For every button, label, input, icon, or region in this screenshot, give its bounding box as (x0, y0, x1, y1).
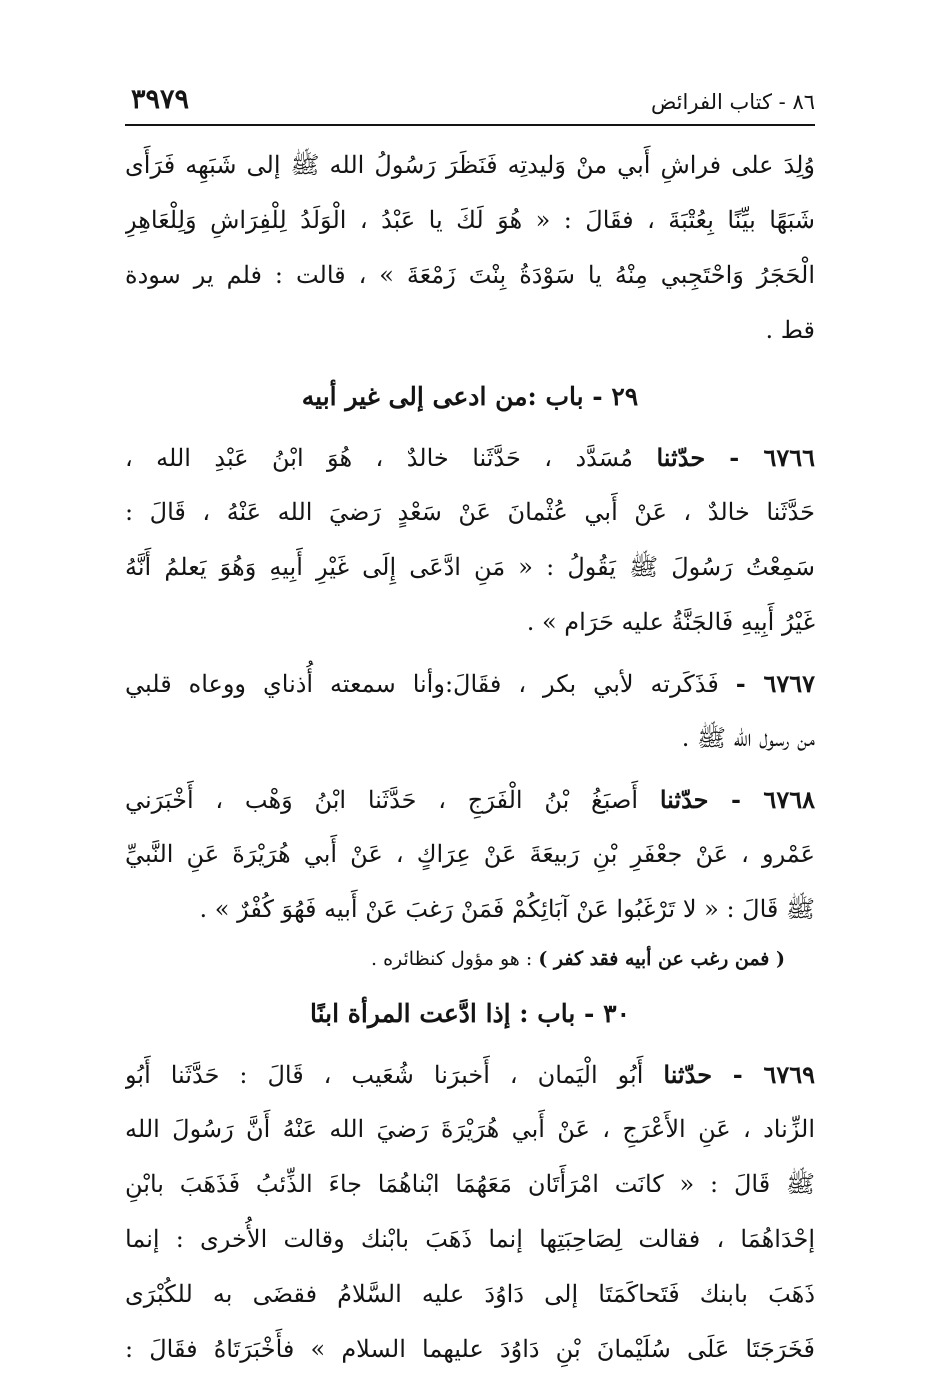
text-line (125, 430, 815, 485)
text-line (125, 772, 815, 827)
text-line: إحْدَاهُمَا ، فقالت لِصَاحِبَتِها إنما ذَهَبَ بابْنك وقالت الأُخرى : إنما (125, 1225, 815, 1253)
hadith-6769 (125, 1047, 815, 1377)
header-rule (125, 124, 815, 126)
note-text: : هو مؤول كنظائره . (370, 948, 539, 970)
text-line: حَدَّثَنا خالدٌ ، عَنْ أَبي عُثْمانَ عَنْ سَعْدٍ رَضيَ الله عَنْهُ ، قَالَ : (125, 498, 815, 526)
hadith-number: ٦٧٦٩ - حدّثنا (663, 1060, 815, 1089)
book-page (125, 78, 815, 1363)
text-line: الْحَجَرُ وَاحْتَجِبي مِنْهُ يا سَوْدَةُ بِنْتَ زَمْعَةَ » ، قالت : فلم ير سودة (125, 261, 815, 289)
text-line: ﷺ قَالَ : « كانَت امْرَأَتَان مَعَهُمَا ابْناهُمَا جاءَ الذِّئبُ فَذَهَبَ بابْنِ (125, 1170, 815, 1198)
hadith-number: ٦٧٦٦ - حدّثنا (656, 443, 815, 472)
hadith-6766 (125, 430, 815, 650)
hadith-text: أَصبَغُ بْنُ الْفَرَجِ ، حَدَّثَنا ابْنُ وَهْب ، أَخْبَرَني (125, 786, 639, 814)
chapter-heading-29: ٢٩ - باب :من ادعى إلى غير أبيه (301, 382, 639, 411)
page-body (125, 138, 815, 1377)
text-line: ذَهَبَ بابنك فَتَحاكَمَتَا إلى دَاوُدَ عليه السَّلامُ فقضَى به للكُبْرَى (125, 1280, 815, 1308)
text-line: ﷺ قَالَ : « لا تَرْغَبُوا عَنْ آبَائِكُمْ فَمَنْ رَغبَ عَنْ أَبيه فَهُوَ كُفْرٌ » . (199, 895, 815, 923)
chapter-title: ٨٦ - كتاب الفرائض (650, 90, 815, 114)
intro-paragraph (125, 138, 815, 358)
text-line: فَخَرَجَتَا عَلَى سُلَيْمانَ بْنِ دَاوُدَ عليهما السلام » فأَخْبَرَتَاهُ فقَالَ : (125, 1335, 815, 1363)
text-line: عَمْرو ، عَنْ جعْفَرِ بْنِ رَبيعَةَ عَنْ عِرَاكٍ ، عَنْ أَبي هُرَيْرَةَ عَنِ النَّبيِّ (125, 840, 815, 868)
text-line: وُلِدَ على فراشِ أَبي منْ وَليدتِه فَنَظَرَ رَسُولُ الله ﷺ إلى شَبَهِه فَرَأَى (125, 151, 815, 179)
text-line: سَمِعْتُ رَسُولَ ﷺ يَقُولُ : « مَنِ ادَّعَى إِلَى غَيْرِ أَبِيهِ وَهُوَ يَعلمُ أَنَّهُ (125, 553, 815, 581)
hadith-text: مُسَدَّد ، حَدَّثَنا خالدٌ ، هُوَ ابْنُ عَبْدِ الله ، (125, 444, 634, 472)
text-line (125, 1047, 815, 1102)
hadith-text: أَبُو الْيَمان ، أَخبرَنا شُعَيب ، قَالَ : حَدَّثَنا أَبُو (125, 1061, 644, 1089)
chapter-heading-30: ٣٠ - باب : إذا ادَّعت المرأة ابنًا (310, 999, 630, 1028)
text-line: من رسول الله ﷺ . (681, 724, 815, 752)
explanatory-note (125, 937, 815, 981)
text-line: شَبَهًا بيِّنًا بِعُتْبَةَ ، فقَالَ : « هُوَ لَكَ يا عَبْدُ ، الْوَلَدُ لِلْفِرَاشِ وَلِلْعَاهِرِ (125, 206, 815, 234)
note-quote: ( فمن رغب عن أبيه فقد كفر ) (538, 948, 785, 970)
hadith-number: ٦٧٦٨ - حدّثنا (659, 785, 815, 814)
hadith-6768 (125, 772, 815, 981)
text-line: قط . (765, 316, 815, 344)
hadith-number: ٦٧٦٧ - (735, 669, 815, 698)
page-header (125, 78, 815, 122)
text-line: الزِّناد ، عَنِ الأَعْرَجِ ، عَنْ أَبي هُرَيْرَةَ رَضيَ الله عَنْهُ أَنَّ رَسُولَ الله (125, 1115, 815, 1143)
hadith-6767 (125, 656, 815, 766)
text-line (125, 656, 815, 711)
text-line: غَيْرُ أَبِيهِ فَالجَنَّةُ عليه حَرَام » . (526, 608, 815, 636)
page-number: ٣٩٧٩ (131, 84, 190, 115)
hadith-text: فَذَكَرته لأبي بكر ، فقَالَ:وأنا سمعته أُذناي ووعاه قلبي (125, 670, 719, 698)
